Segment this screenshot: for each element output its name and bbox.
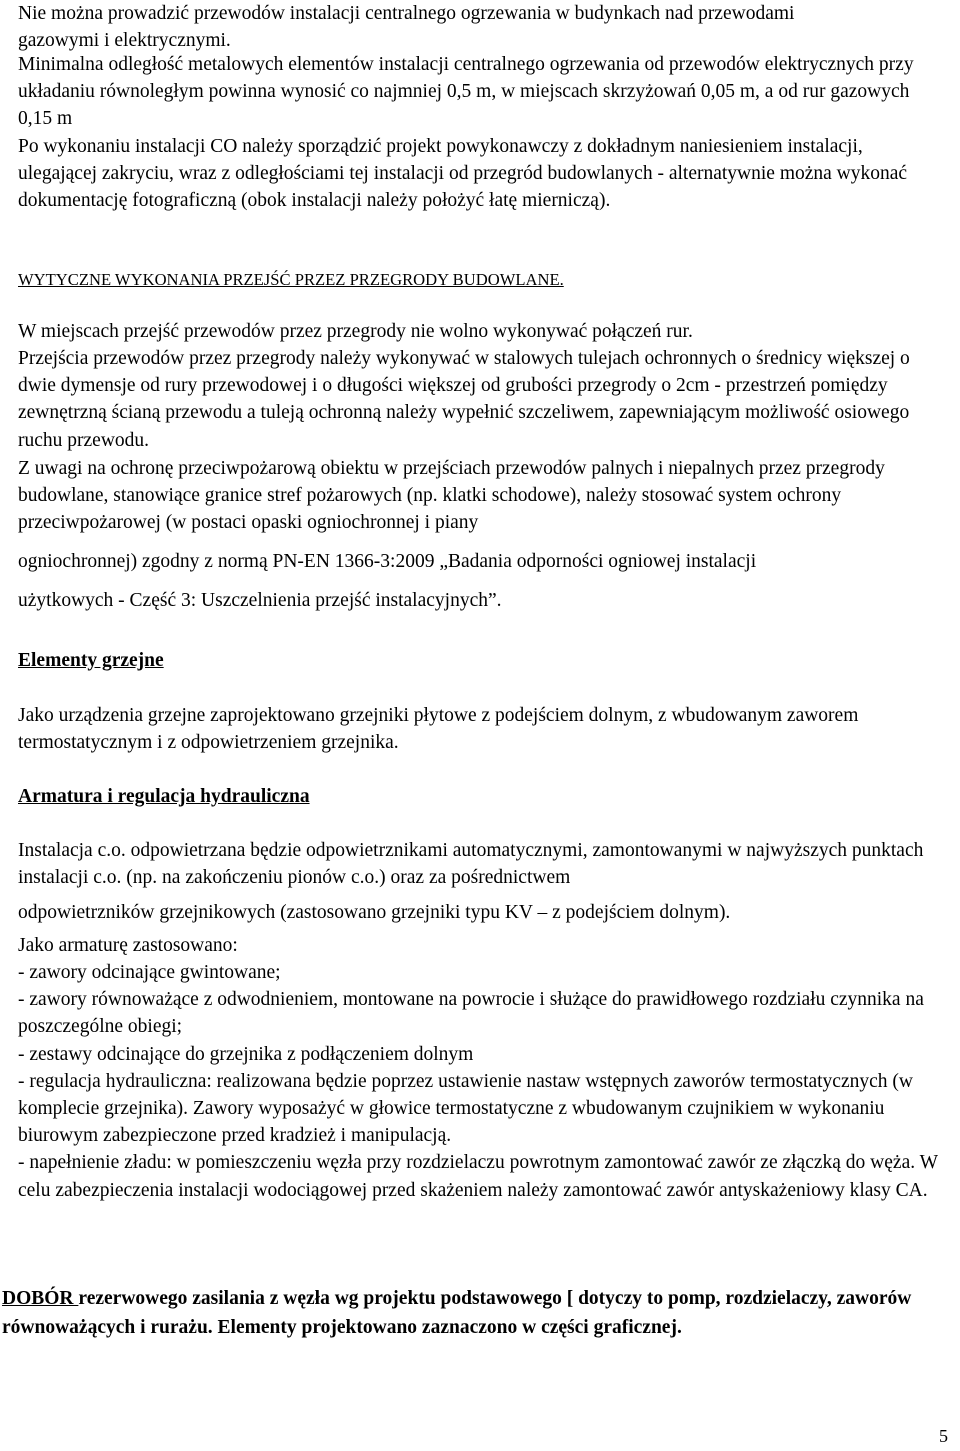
elementy-paragraph: Jako urządzenia grzejne zaprojektowano grzejniki płytowe z podejściem dolnym, z wbudowanym zaworem termostatycznym i z odpowietrzeniem grzejnika. — [18, 705, 859, 754]
wytyczne-paragraph-3c: użytkowych - Część 3: Uszczelnienia przejść instalacyjnych”. — [18, 590, 502, 611]
wytyczne-heading: WYTYCZNE WYKONANIA PRZEJŚĆ PRZEZ PRZEGRODY BUDOWLANE. — [18, 270, 564, 289]
armatura-list-item: - regulacja hydrauliczna: realizowana będzie poprzez ustawienie nastaw wstępnych zaworów termostatycznych (w komplecie grzejnika). Zawory wyposażyć w głowice termostatyczne z wbudowanym czujnikiem w wykonaniu biurowym zabezpieczone przed kradzież i manipulacją. — [18, 1070, 913, 1147]
intro-paragraph-asbuilt: Po wykonaniu instalacji CO należy sporządzić projekt powykonawczy z dokładnym naniesieniem instalacji, ulegającej zakryciu, wraz z odległościami tej instalacji od przegród budowlanych - alternatywnie można wykonać dokumentację fotograficzną (obok instalacji należy położyć łatę mierniczą). — [18, 136, 908, 212]
dobor-paragraph — [2, 1285, 947, 1342]
wytyczne-paragraph-2: Przejścia przewodów przez przegrody należy wykonywać w stalowych tulejach ochronnych o średnicy większej o dwie dymensje od rury przewodowej i o długości większej od grubości przegrody o 2cm - przestrzeń pomiędzy zewnętrzną ścianą przewodu a tuleją ochronną należy wypełnić szczeliwem, zapewniającym możliwość osiowego ruchu przewodu. — [18, 348, 910, 451]
armatura-list — [18, 959, 943, 1204]
armatura-paragraph-1b: odpowietrzników grzejnikowych (zastosowano grzejniki typu KV – z podejściem dolnym). — [18, 902, 731, 923]
intro-paragraph-distances: Minimalna odległość metalowych elementów instalacji centralnego ogrzewania od przewodów elektrycznych przy układaniu równoległym powinna wynosić co najmniej 0,5 m, w miejscach skrzyżowań 0,05 m, a od rur gazowych 0,15 m — [18, 54, 914, 130]
armatura-heading: Armatura i regulacja hydrauliczna — [18, 786, 310, 807]
intro-block — [18, 0, 958, 54]
wytyczne-paragraph-3b: ogniochronnej) zgodny z normą PN-EN 1366-3:2009 „Badania odporności ogniowej instalacji — [18, 551, 757, 572]
page-number: 5 — [939, 1426, 948, 1446]
dobor-text: rezerwowego zasilania z węzła wg projektu podstawowego [ dotyczy to pomp, rozdzielaczy, zaworów równoważących i rurażu. Elementy projektowano zaznaczono w części graficznej. — [2, 1288, 912, 1338]
wytyczne-paragraph-1: W miejscach przejść przewodów przez przegrody nie wolno wykonywać połączeń rur. — [18, 321, 693, 342]
intro-line-1: Nie można prowadzić przewodów instalacji centralnego ogrzewania w budynkach nad przewodami — [18, 3, 795, 24]
armatura-list-item: - zawory odcinające gwintowane; — [18, 962, 281, 983]
armatura-list-item: - zestawy odcinające do grzejnika z podłączeniem dolnym — [18, 1043, 474, 1065]
armatura-list-item: - napełnienie zładu: w pomieszczeniu węzła przy rozdzielaczu powrotnym zamontować zawór ze złączką do węża. W celu zabezpieczenia instalacji wodociągowej przed skażeniem należy zamontować zawór antyskażeniowy klasy CA. — [18, 1152, 938, 1201]
wytyczne-paragraph-3a: Z uwagi na ochronę przeciwpożarową obiektu w przejściach przewodów palnych i niepalnych przez przegrody budowlane, stanowiące granice stref pożarowych (np. klatki schodowe), należy stosować system ochrony przeciwpożarowej (w postaci opaski ogniochronnej i piany — [18, 458, 885, 534]
intro-line-2: gazowymi i elektrycznymi. — [18, 30, 231, 52]
dobor-underlined: DOBÓR — [2, 1288, 79, 1309]
armatura-intro: Jako armaturę zastosowano: — [18, 935, 238, 956]
elementy-heading: Elementy grzejne — [18, 650, 164, 671]
armatura-list-item: - zawory równoważące z odwodnieniem, montowane na powrocie i służące do prawidłowego rozdziału czynnika na poszczególne obiegi; — [18, 989, 924, 1038]
armatura-paragraph-1a: Instalacja c.o. odpowietrzana będzie odpowietrznikami automatycznymi, zamontowanymi w najwyższych punktach instalacji c.o. (np. na zakończeniu pionów c.o.) oraz za pośrednictwem — [18, 840, 924, 889]
